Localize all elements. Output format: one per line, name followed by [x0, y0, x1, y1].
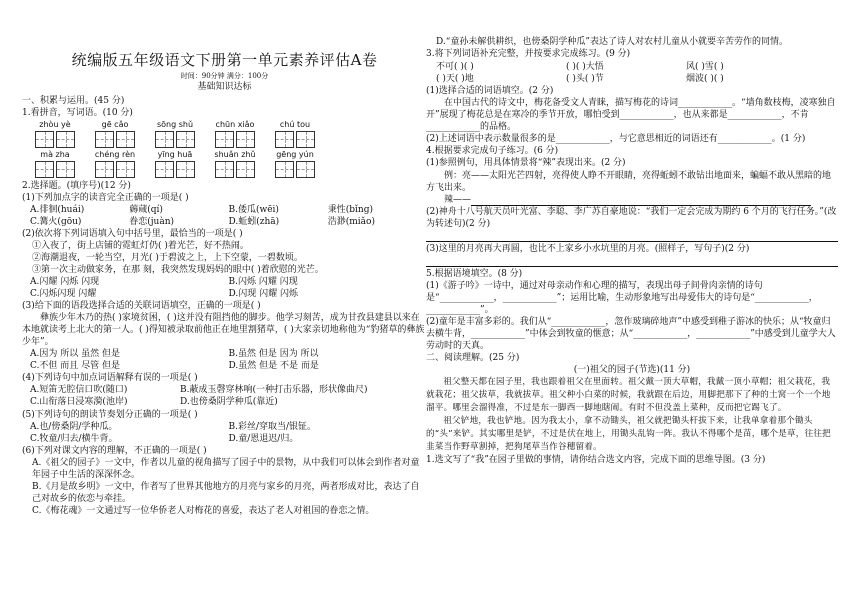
- word-blank[interactable]: ( )( )大悟: [566, 62, 604, 73]
- q2-stem: 2.选择题。(填序号)(12 分): [22, 180, 131, 191]
- writing-box[interactable]: [296, 161, 315, 178]
- option[interactable]: B.闪烁 闪耀 闪现: [228, 276, 298, 287]
- q1-stem: 1.看拼音，写词语。(10 分): [22, 107, 133, 118]
- q4-s2: (2)神舟十八号航天员叶光富、李聪、李广苏自豪地说：“我们一定会完成为期约 6 个月的飞行任务。”(改为转述句)(2 分): [426, 206, 837, 229]
- option[interactable]: B.彩丝/穿取当/银钲。: [228, 421, 317, 432]
- right-column: [426, 36, 838, 466]
- q2-s3-para: 彝族少年木乃的热( )家境贫困，( )这并没有阻挡他的脚步。他学习刻苦，成为甘孜县建县以来在本地就读考上北大的第一人。( )得知被录取前他正在地里割猪草，( )大家亲切地称他为“豹猪草的彝族少年”。: [22, 313, 425, 348]
- word-blank[interactable]: ( )头( )节: [566, 74, 604, 85]
- q2-s2-line: ①入夜了，街上店铺的霓虹灯仍( )着光芒，好不热闹。: [32, 240, 249, 251]
- q2-s6: (6)下列对课文内容的理解，不正确的一项是( ): [22, 445, 207, 456]
- writing-box[interactable]: [275, 161, 294, 178]
- answer-line[interactable]: [426, 256, 838, 267]
- pinyin-text: sōng shǔ: [156, 119, 194, 129]
- pinyin-cell: [208, 150, 262, 178]
- pinyin-text: mà zha: [40, 149, 70, 159]
- pinyin-cell: [268, 120, 322, 148]
- option: 眷恋(juàn): [129, 216, 175, 227]
- q4-s1-answer: [426, 194, 838, 206]
- writing-box[interactable]: [155, 131, 174, 148]
- option[interactable]: D.蚯蚓(zhā): [228, 216, 280, 227]
- passage-paragraph-2: 祖父铲地，我也铲地。因为我太小，拿不动锄头，祖父就把锄头杆拔下来，让我单拿着那个锄头的“头”来铲。其实哪里是铲，不过是伏在地上，用锄头乱钩一阵。我认不得哪个是苗，哪个是草，往往把韭菜当作野草割掉，把狗尾草当作谷穗留着。: [426, 415, 831, 452]
- writing-box[interactable]: [95, 131, 114, 148]
- passage-paragraph-1: 祖父整天都在园子里，我也跟着祖父在里面转。祖父戴一顶大草帽，我戴一顶小草帽；祖父栽花，我就栽花；祖父拔草，我就拔草。祖父种小白菜的时候，我就跟在后边，用脚把那下了种的土窝一个一个地溜平。哪里会溜得准，不过是东一脚西一脚地瞎闹。有时不但没盖上菜种，反而把它踢飞了。: [426, 377, 831, 413]
- q2-s2-line: ②海潮退夜，一轮当空，月光( )于碧波之上，上下空蒙，一碧数顷。: [32, 252, 303, 263]
- q3-stem: 3.将下列词语补充完整，并按要求完成练习。(9 分): [426, 49, 631, 60]
- option: 秉性(bǐng): [327, 204, 373, 215]
- q3-words-table: [436, 61, 838, 85]
- option[interactable]: D.闪现 闪耀 闪烁: [228, 289, 298, 300]
- q3-s1-para: 在中国古代的诗文中，梅花备受文人青睐，描写梅花的诗词____________。“墙角数枝梅，凌寒独自开”展现了梅花总是在寒冷的季节开放，哪怕受到____________，也从来都是____________，不肯____________的品格。: [426, 98, 836, 133]
- pinyin-text: chéng rèn: [94, 149, 136, 159]
- option[interactable]: C.牧童/归去/横牛背。: [30, 433, 118, 444]
- reading-q1: 1.选文写了“我”在园子里做的事情，请你结合选文内容，完成下面的思维导图。(3 分): [426, 454, 766, 465]
- q4-s3: (3)这里的月亮再大再圆，也比不上家乡小水坑里的月亮。(照样子，写句子)(2 分): [426, 243, 750, 254]
- option[interactable]: B.倭瓜(wēi): [228, 204, 279, 215]
- q2-s6-option-d[interactable]: D.“童孙未解供耕织，也傍桑阴学种瓜”表达了诗人对农村儿童从小就要辛苦劳作的同情。: [436, 37, 788, 47]
- passage-title: (一)祖父的园子(节选)(11 分): [573, 365, 691, 376]
- section-subtitle: 基础知识达标: [197, 82, 252, 93]
- pinyin-cell: [208, 120, 262, 148]
- option[interactable]: A.徘徊(huái): [30, 204, 85, 215]
- pinyin-cell: [148, 120, 202, 148]
- q3-s1: (1)选择合适的词语填空。(2 分): [426, 86, 554, 97]
- word-blank[interactable]: 不可( )( ): [436, 62, 474, 73]
- writing-box[interactable]: [275, 131, 294, 148]
- q2-s6-option-c[interactable]: C.《梅花魂》一文通过写一位华侨老人对梅花的喜爱，表达了老人对祖国的眷恋之情。: [32, 505, 375, 516]
- q2-s2-options: [30, 276, 427, 300]
- writing-box[interactable]: [56, 131, 75, 148]
- words-row: [436, 73, 838, 85]
- q4-s1: (1)参照例句，用具体情景将“辣”表现出来。(2 分): [426, 158, 626, 169]
- pinyin-text: yīng huā: [157, 149, 193, 159]
- q2-s6-option-a[interactable]: A.《祖父的园子》一文中，作者以儿童的视角描写了园子中的景物，从中我们可以体会到作者对童年园子中生活的深深怀念。: [32, 457, 420, 480]
- writing-box[interactable]: [296, 131, 315, 148]
- q2-s4-options: [30, 384, 427, 408]
- pinyin-row-1: [28, 120, 427, 148]
- word-blank[interactable]: ( )天( )地: [436, 74, 474, 85]
- pinyin-cell: [88, 120, 142, 148]
- words-row: [436, 61, 838, 73]
- option[interactable]: C.篝火(gōu): [30, 216, 82, 227]
- left-column: [22, 40, 427, 517]
- pinyin-cell: [28, 120, 82, 148]
- q2-s1: (1)下列加点字的读音完全正确的一项是( ): [22, 192, 189, 203]
- pinyin-text: gēng yún: [276, 149, 314, 159]
- pinyin-row-2: [28, 150, 427, 178]
- q5-stem: 5.根据语境填空。(8 分): [426, 268, 523, 279]
- pinyin-cell: [268, 150, 322, 178]
- option[interactable]: D.也傍桑阴学种瓜(靠近): [180, 397, 278, 408]
- part2-heading: 二、阅读理解。(25 分): [426, 353, 520, 364]
- part1-heading: 一、积累与运用。(45 分): [22, 95, 125, 106]
- writing-box[interactable]: [236, 131, 255, 148]
- answer-line[interactable]: [471, 196, 811, 206]
- writing-box[interactable]: [215, 161, 234, 178]
- writing-box[interactable]: [116, 161, 135, 178]
- option[interactable]: A.因为 所以 虽然 但是: [30, 349, 120, 360]
- option[interactable]: A.闪耀 闪烁 闪现: [30, 276, 100, 287]
- pinyin-text: chūn xiǎo: [215, 119, 255, 129]
- option[interactable]: D.虽然 但是 不是 而是: [228, 361, 319, 372]
- writing-box[interactable]: [56, 161, 75, 178]
- pinyin-cell: [148, 150, 202, 178]
- writing-box[interactable]: [236, 161, 255, 178]
- q2-s1-options: [30, 204, 427, 228]
- q2-s3-options: [30, 348, 427, 372]
- pinyin-cell: [88, 150, 142, 178]
- q2-s6-option-b[interactable]: B.《月是故乡明》一文中，作者写了世界其他地方的月亮与家乡的月亮，两者形成对比，表达了自己对故乡的依恋与牵挂。: [32, 481, 420, 504]
- writing-box[interactable]: [176, 161, 195, 178]
- q2-s4: (4)下列诗句中加点词语解释有误的一项是( ): [22, 373, 198, 384]
- writing-box[interactable]: [155, 161, 174, 178]
- q3-s2: (2)上述词语中表示数量很多的是____________，与它意思相近的词语还有____________。(1 分): [426, 134, 806, 145]
- writing-box[interactable]: [215, 131, 234, 148]
- q2-s2-line: ③第一次主动做家务，在那 刻，我突然发现妈妈的眼中( )着欣慰的光芒。: [32, 264, 324, 275]
- writing-box[interactable]: [95, 161, 114, 178]
- q5-s2: (2)童年是丰富多彩的。我们从“____________，忽作玻璃碎地声”中感受到稚子游冰的快乐；从“牧童归去横牛背，____________”中体会到牧童的惬意；从“____________，____________”中感受到儿童学大人劳动时的天真。: [426, 316, 836, 352]
- option[interactable]: D.童/恩退迟/归。: [228, 433, 299, 444]
- word-blank[interactable]: 风( )雪( ): [686, 62, 724, 73]
- answer-line[interactable]: [426, 231, 838, 242]
- page-title: 统编版五年级语文下册第一单元素养评估A卷: [71, 51, 378, 69]
- pinyin-text: chú tou: [279, 119, 311, 129]
- option[interactable]: C.闪烁闪现 闪耀: [30, 289, 97, 300]
- writing-box[interactable]: [35, 161, 54, 178]
- pinyin-text: gē cǎo: [101, 119, 129, 129]
- answer-prefix: 辣——: [444, 194, 472, 205]
- option[interactable]: A.也/傍桑阴/学种瓜。: [30, 421, 118, 432]
- option[interactable]: B.虽然 但是 因为 所以: [228, 349, 319, 360]
- exam-meta: 时间：90分钟 满分：100分: [180, 72, 269, 81]
- pinyin-text: zhòu yè: [39, 119, 71, 129]
- q2-s5: (5)下列诗句的朗读节奏划分正确的一项是( ): [22, 409, 198, 420]
- option[interactable]: A.短笛无腔信口吹(随口): [30, 385, 128, 396]
- option[interactable]: C.不但 而且 尽管 但是: [30, 361, 121, 372]
- option: 浩渺(miǎo): [327, 216, 375, 227]
- word-blank[interactable]: 烟波( )( ): [686, 74, 724, 85]
- option[interactable]: C.山衔落日浸寒漪(池岸): [30, 397, 128, 408]
- writing-box[interactable]: [176, 131, 195, 148]
- pinyin-text: shuǎn zhǔ: [214, 149, 256, 159]
- option[interactable]: B.蔽成玉磬穿林响(一种打击乐器，形状像曲尺): [180, 385, 368, 396]
- writing-box[interactable]: [116, 131, 135, 148]
- option: 薅蒇(qí): [129, 204, 163, 215]
- pinyin-cell: [28, 150, 82, 178]
- q2-s3: (3)给下面的语段选择合适的关联词语填空，正确的一项是( ): [22, 301, 261, 312]
- q5-s1: (1)《游子吟》一诗中，通过对母亲动作和心理的描写，表现出母子间骨肉亲情的诗句是“____________，____________”；运用比喻，生动形象地写出母爱伟大的诗句是“____________，____________”。: [426, 280, 818, 315]
- writing-box[interactable]: [35, 131, 54, 148]
- q2-s2: (2)依次将下列词语填入句中括号里，最恰当的一项是( ): [22, 228, 243, 239]
- q4-s1-example: 例：亮——太阳光芒四射，亮得使人睁不开眼睛，亮得蚯蚓不敢钻出地面来，蝙蝠不敢从黑暗的地方飞出来。: [426, 170, 832, 193]
- q4-stem: 4.根据要求完成句子练习。(6 分): [426, 146, 559, 157]
- q2-s5-options: [30, 421, 427, 445]
